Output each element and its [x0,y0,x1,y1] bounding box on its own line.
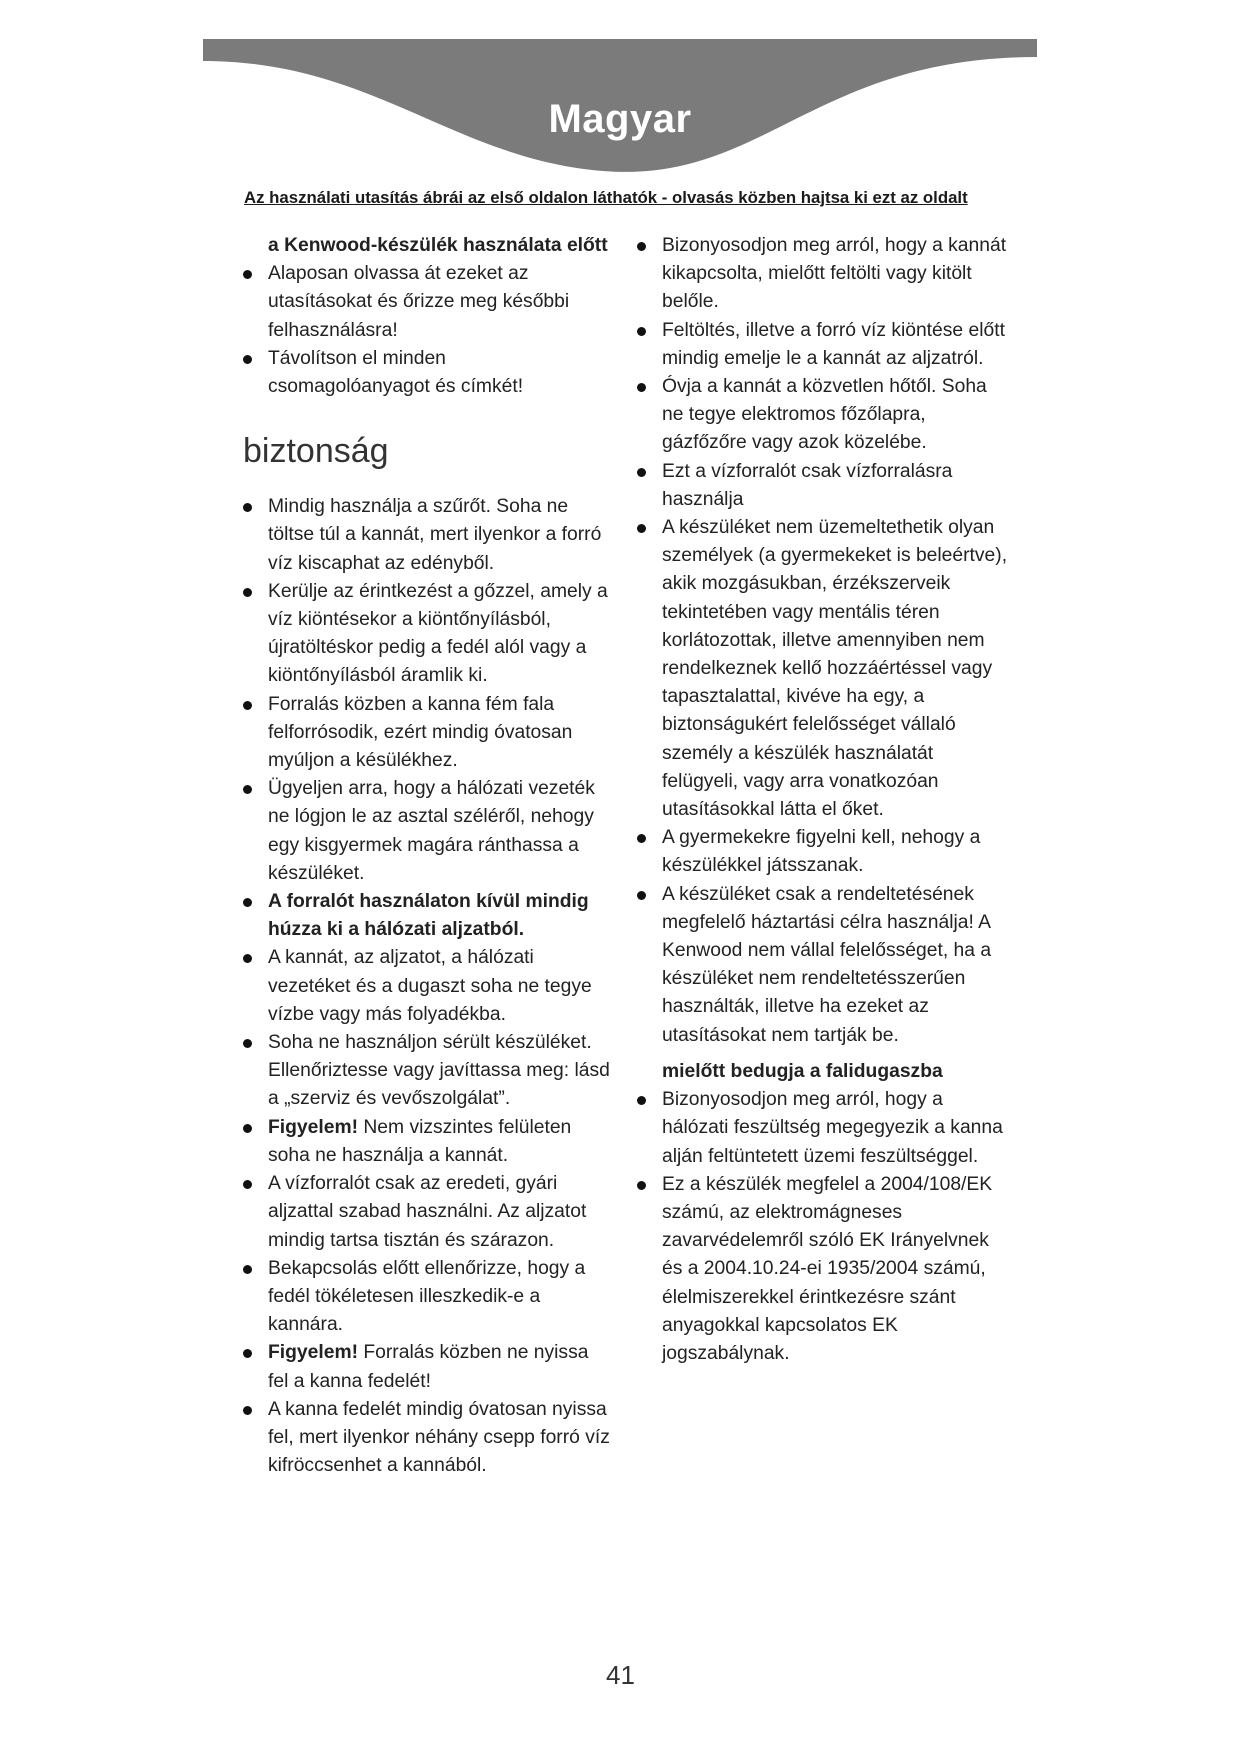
page-header-banner [203,39,1037,174]
list-item: A vízforralót csak az eredeti, gyári aljzattal szabad használni. Az aljzatot mindig tartsa tisztán és szárazon. [243,1170,613,1255]
list-item: Óvja a kannát a közvetlen hőtől. Soha ne tegye elektromos főzőlapra, gázfőzőre vagy azok közelébe. [637,373,1012,458]
list-item: A készüléket csak a rendeltetésének megfelelő háztartási célra használja! A Kenwood nem vállal felelősséget, ha a készüléket nem rendeltetésszerűen használták, illetve ha ezeket az utasításokat nem tartják be. [637,881,1012,1050]
list-item: Feltöltés, illetve a forró víz kiöntése előtt mindig emelje le a kannát az aljzatról. [637,317,1012,373]
before-use-heading: a Kenwood-készülék használata előtt [268,235,608,256]
safety-list-right [637,232,1012,1050]
warning-text: Nem vizszintes felületen soha ne használja a kannát. [268,1116,572,1166]
list-item: Kerülje az érintkezést a gőzzel, amely a víz kiöntésekor a kiöntőnyílásból, újratöltéskor pedig a fedél alól vagy a kiöntőnyílásból áramlik ki. [243,578,613,691]
list-item: A gyermekekre figyelni kell, nehogy a készülékkel játsszanak. [637,824,1012,880]
list-item: Forralás közben a kanna fém fala felforrósodik, ezért mindig óvatosan myúljon a késülékhez. [243,691,613,776]
before-plugging-list [637,1086,1012,1368]
warning-text: Forralás közben ne nyissa fel a kanna fedelét! [268,1342,589,1392]
warning-label: Figyelem! [268,1342,359,1364]
list-item: A készüléket nem üzemeltethetik olyan személyek (a gyermekeket is beleértve), akik mozgásukban, érzékszerveik tekintetében vagy mentális téren korlátozottak, illetve amennyiben nem rendelkeznek kellő hozzáértéssel vagy tapasztalattal, kivéve ha egy, a biztonságukért felelősséget vállaló személy a készülék használatát felügyeli, vagy arra vonatkozóan utasításokkal látta el őket. [637,514,1012,824]
list-item: Ezt a vízforralót csak vízforralásra használja [637,458,1012,514]
list-item: A forralót használaton kívül mindig húzza ki a hálózati aljzatból. [243,888,613,944]
warning-label: Figyelem! [268,1116,359,1138]
list-item: Távolítson el minden csomagolóanyagot és címkét! [243,345,613,401]
safety-heading: biztonság [243,432,389,471]
safety-list-left [243,493,613,1480]
list-item [243,1339,613,1395]
language-title: Magyar [548,97,692,141]
list-item: Alaposan olvassa át ezeket az utasításokat és őrizze meg későbbi felhasználásra! [243,260,613,345]
list-item [243,1114,613,1170]
list-item: A kanna fedelét mindig óvatosan nyissa fel, mert ilyenkor néhány csepp forró víz kifröccsenhet a kannából. [243,1396,613,1481]
list-item: Bizonyosodjon meg arról, hogy a hálózati feszültség megegyezik a kanna alján feltüntetett üzemi feszültséggel. [637,1086,1012,1171]
right-column [637,232,1012,1368]
left-column [243,232,613,1480]
list-item: Ügyeljen arra, hogy a hálózati vezeték ne lógjon le az asztal széléről, nehogy egy kisgyermek magára ránthassa a készüléket. [243,775,613,888]
list-item: Bizonyosodjon meg arról, hogy a kannát kikapcsolta, mielőtt feltölti vagy kitölt belőle. [637,232,1012,317]
list-item: Mindig használja a szűrőt. Soha ne töltse túl a kannát, mert ilyenkor a forró víz kiscaphat az edényből. [243,493,613,578]
list-item: Ez a készülék megfelel a 2004/108/EK számú, az elektromágneses zavarvédelemről szóló EK Irányelvnek és a 2004.10.24-ei 1935/2004 számú, élelmiszerekkel érintkezésre szánt anyagokkal kapcsolatos EK jogszabálynak. [637,1171,1012,1368]
list-item: Soha ne használjon sérült készüléket. Ellenőriztesse vagy javíttassa meg: lásd a „szerviz és vevőszolgálat”. [243,1029,613,1114]
list-item: A kannát, az aljzatot, a hálózati vezetéket és a dugaszt soha ne tegye vízbe vagy más folyadékba. [243,944,613,1029]
before-plugging-heading: mielőtt bedugja a falidugaszba [662,1060,943,1082]
before-use-list [243,260,613,401]
instruction-note: Az használati utasítás ábrái az első oldalon láthatók - olvasás közben hajtsa ki ezt az oldalt [244,188,968,207]
list-item: Bekapcsolás előtt ellenőrizze, hogy a fedél tökéletesen illeszkedik-e a kannára. [243,1255,613,1340]
page-number: 41 [606,1660,635,1690]
